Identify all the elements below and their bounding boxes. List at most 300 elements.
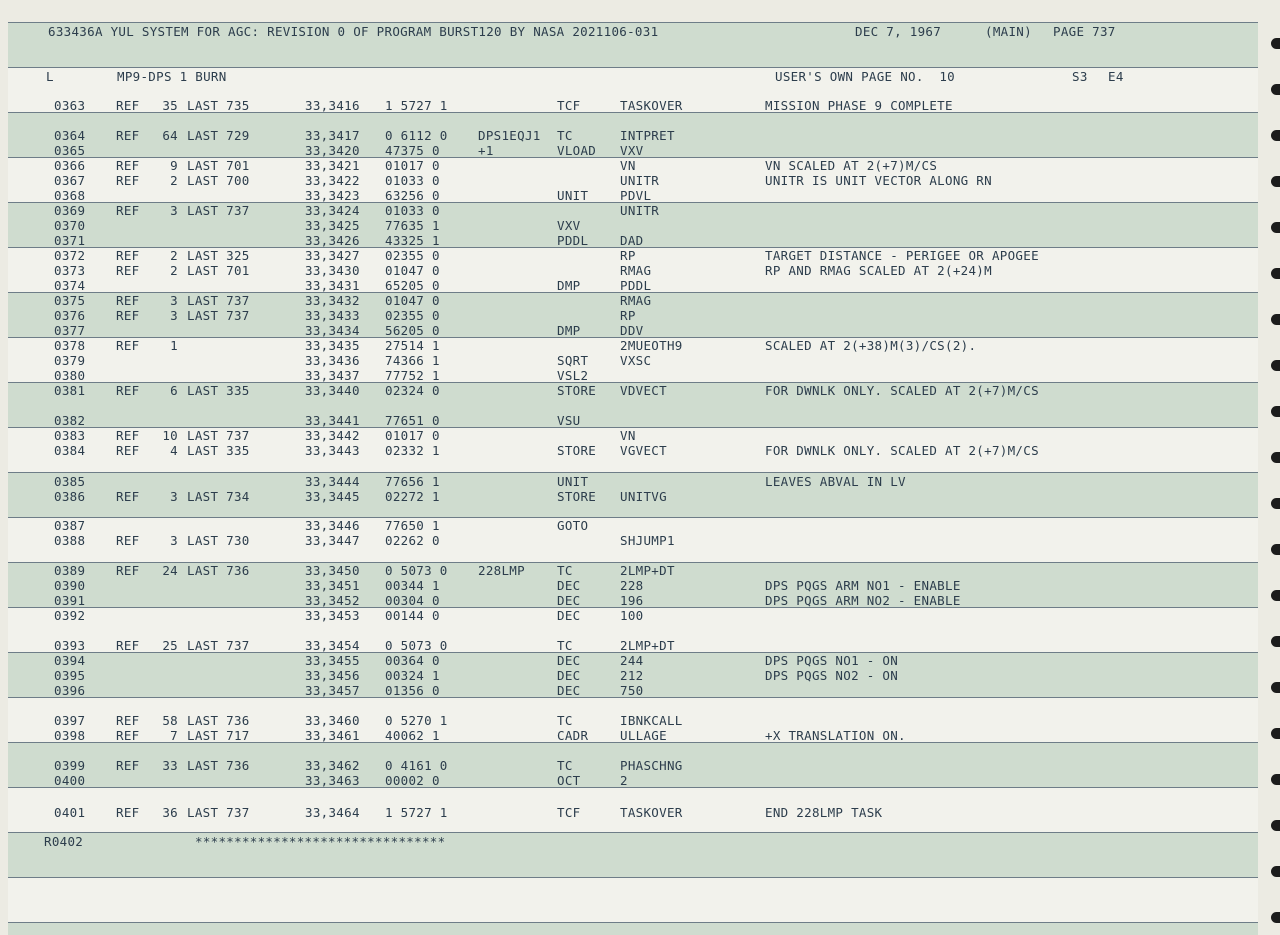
octal-word: 47375 0 xyxy=(385,143,440,158)
octal-word: 02355 0 xyxy=(385,248,440,263)
line-number: 0400 xyxy=(54,773,86,788)
comment: SCALED AT 2(+38)M(3)/CS(2). xyxy=(765,338,977,353)
operand: VXSC xyxy=(620,353,652,368)
opcode: UNIT xyxy=(557,474,589,489)
last-ref: LAST 737 xyxy=(187,638,250,653)
line-number: 0390 xyxy=(54,578,86,593)
opcode: DEC xyxy=(557,578,581,593)
address: 33,3453 xyxy=(305,608,360,623)
octal-word: 65205 0 xyxy=(385,278,440,293)
ref-keyword: REF xyxy=(116,428,140,443)
ref-count: 3 xyxy=(170,489,178,504)
address: 33,3434 xyxy=(305,323,360,338)
ref-count: 2 xyxy=(170,248,178,263)
comment: DPS PQGS NO1 - ON xyxy=(765,653,899,668)
octal-word: 77650 1 xyxy=(385,518,440,533)
ref-count: 35 xyxy=(162,98,178,113)
octal-word: 01356 0 xyxy=(385,683,440,698)
ref-keyword: REF xyxy=(116,308,140,323)
feed-hole xyxy=(1271,406,1280,417)
last-ref: LAST 335 xyxy=(187,383,250,398)
listing-date: DEC 7, 1967 xyxy=(855,24,942,39)
routine-title: MP9-DPS 1 BURN xyxy=(117,69,227,84)
opcode: DMP xyxy=(557,323,581,338)
address: 33,3427 xyxy=(305,248,360,263)
comment: VN SCALED AT 2(+7)M/CS xyxy=(765,158,938,173)
band-rule xyxy=(8,67,1258,68)
ref-keyword: REF xyxy=(116,443,140,458)
ref-count: 4 xyxy=(170,443,178,458)
ref-keyword: REF xyxy=(116,98,140,113)
page-number: PAGE 737 xyxy=(1053,24,1116,39)
octal-word: 00364 0 xyxy=(385,653,440,668)
line-number: 0372 xyxy=(54,248,86,263)
ref-count: 24 xyxy=(162,563,178,578)
octal-word: 01047 0 xyxy=(385,263,440,278)
comment: FOR DWNLK ONLY. SCALED AT 2(+7)M/CS xyxy=(765,443,1039,458)
octal-word: 02272 1 xyxy=(385,489,440,504)
octal-word: 77635 1 xyxy=(385,218,440,233)
ref-count: 64 xyxy=(162,128,178,143)
last-ref: LAST 717 xyxy=(187,728,250,743)
line-number: 0395 xyxy=(54,668,86,683)
octal-word: 0 5270 1 xyxy=(385,713,448,728)
operand: RMAG xyxy=(620,263,652,278)
opcode: TC xyxy=(557,563,573,578)
line-number: 0382 xyxy=(54,413,86,428)
comment: RP AND RMAG SCALED AT 2(+24)M xyxy=(765,263,992,278)
octal-word: 01017 0 xyxy=(385,428,440,443)
line-number: 0397 xyxy=(54,713,86,728)
feed-hole xyxy=(1271,360,1280,371)
address: 33,3451 xyxy=(305,578,360,593)
ref-count: 3 xyxy=(170,533,178,548)
line-number: 0364 xyxy=(54,128,86,143)
feed-hole xyxy=(1271,544,1280,555)
operand: UNITR xyxy=(620,203,660,218)
ref-keyword: REF xyxy=(116,728,140,743)
last-ref: LAST 729 xyxy=(187,128,250,143)
last-ref: LAST 737 xyxy=(187,428,250,443)
ref-count: 7 xyxy=(170,728,178,743)
ref-keyword: REF xyxy=(116,248,140,263)
line-number: 0388 xyxy=(54,533,86,548)
address: 33,3464 xyxy=(305,805,360,820)
line-number: 0383 xyxy=(54,428,86,443)
address: 33,3430 xyxy=(305,263,360,278)
ref-keyword: REF xyxy=(116,173,140,188)
opcode: STORE xyxy=(557,489,597,504)
line-number: 0373 xyxy=(54,263,86,278)
octal-word: 01033 0 xyxy=(385,173,440,188)
last-ref: LAST 737 xyxy=(187,203,250,218)
ref-count: 2 xyxy=(170,263,178,278)
operand: VXV xyxy=(620,143,644,158)
operand: 212 xyxy=(620,668,644,683)
operand: VN xyxy=(620,158,636,173)
operand: TASKOVER xyxy=(620,98,683,113)
line-number: 0401 xyxy=(54,805,86,820)
line-number: 0365 xyxy=(54,143,86,158)
operand: TASKOVER xyxy=(620,805,683,820)
line-number: 0385 xyxy=(54,474,86,489)
octal-word: 74366 1 xyxy=(385,353,440,368)
operand: 2LMP+DT xyxy=(620,563,675,578)
opcode: DEC xyxy=(557,593,581,608)
ref-count: 58 xyxy=(162,713,178,728)
operand: UNITR xyxy=(620,173,660,188)
octal-word: 56205 0 xyxy=(385,323,440,338)
octal-word: 0 6112 0 xyxy=(385,128,448,143)
line-number: 0370 xyxy=(54,218,86,233)
operand: 2MUEOTH9 xyxy=(620,338,683,353)
opcode: DEC xyxy=(557,668,581,683)
octal-word: 02324 0 xyxy=(385,383,440,398)
comment: DPS PQGS NO2 - ON xyxy=(765,668,899,683)
opcode: TC xyxy=(557,713,573,728)
address: 33,3444 xyxy=(305,474,360,489)
band-rule xyxy=(8,832,1258,833)
comment: LEAVES ABVAL IN LV xyxy=(765,474,906,489)
ref-keyword: REF xyxy=(116,638,140,653)
feed-hole xyxy=(1271,498,1280,509)
line-number: 0391 xyxy=(54,593,86,608)
ref-count: 3 xyxy=(170,293,178,308)
opcode: STORE xyxy=(557,383,597,398)
feed-hole xyxy=(1271,268,1280,279)
ref-keyword: REF xyxy=(116,383,140,398)
feed-hole xyxy=(1271,314,1280,325)
last-ref: LAST 734 xyxy=(187,489,250,504)
line-number: 0374 xyxy=(54,278,86,293)
paper-band xyxy=(8,922,1258,935)
address: 33,3456 xyxy=(305,668,360,683)
comment: UNITR IS UNIT VECTOR ALONG RN xyxy=(765,173,992,188)
octal-word: 77752 1 xyxy=(385,368,440,383)
last-ref: LAST 701 xyxy=(187,158,250,173)
ref-keyword: REF xyxy=(116,203,140,218)
octal-word: 00344 1 xyxy=(385,578,440,593)
operand: SHJUMP1 xyxy=(620,533,675,548)
address: 33,3431 xyxy=(305,278,360,293)
opcode: DMP xyxy=(557,278,581,293)
feed-hole xyxy=(1271,912,1280,923)
opcode: UNIT xyxy=(557,188,589,203)
last-ref: LAST 700 xyxy=(187,173,250,188)
address: 33,3454 xyxy=(305,638,360,653)
octal-word: 0 5073 0 xyxy=(385,638,448,653)
address: 33,3437 xyxy=(305,368,360,383)
opcode: DEC xyxy=(557,683,581,698)
octal-word: 02355 0 xyxy=(385,308,440,323)
address: 33,3445 xyxy=(305,489,360,504)
last-ref: LAST 736 xyxy=(187,563,250,578)
address: 33,3462 xyxy=(305,758,360,773)
ref-count: 9 xyxy=(170,158,178,173)
address: 33,3433 xyxy=(305,308,360,323)
feed-hole xyxy=(1271,176,1280,187)
feed-hole xyxy=(1271,590,1280,601)
octal-word: 0 5073 0 xyxy=(385,563,448,578)
comment: DPS PQGS ARM NO2 - ENABLE xyxy=(765,593,961,608)
address: 33,3417 xyxy=(305,128,360,143)
operand: 196 xyxy=(620,593,644,608)
s-code: S3 xyxy=(1072,69,1088,84)
band-rule xyxy=(8,922,1258,923)
ref-keyword: REF xyxy=(116,758,140,773)
line-number: 0398 xyxy=(54,728,86,743)
operand: UNITVG xyxy=(620,489,667,504)
line-number: 0367 xyxy=(54,173,86,188)
address: 33,3425 xyxy=(305,218,360,233)
operand: PDDL xyxy=(620,278,652,293)
octal-word: 40062 1 xyxy=(385,728,440,743)
ref-keyword: REF xyxy=(116,338,140,353)
opcode: TC xyxy=(557,638,573,653)
comment: FOR DWNLK ONLY. SCALED AT 2(+7)M/CS xyxy=(765,383,1039,398)
line-number: 0389 xyxy=(54,563,86,578)
line-number: 0392 xyxy=(54,608,86,623)
operand: 244 xyxy=(620,653,644,668)
last-ref: LAST 335 xyxy=(187,443,250,458)
operand: RP xyxy=(620,248,636,263)
ref-count: 6 xyxy=(170,383,178,398)
operand: DDV xyxy=(620,323,644,338)
operand: VGVECT xyxy=(620,443,667,458)
operand: VDVECT xyxy=(620,383,667,398)
ref-count: 3 xyxy=(170,308,178,323)
address: 33,3423 xyxy=(305,188,360,203)
mode-marker: L xyxy=(46,69,54,84)
octal-word: 27514 1 xyxy=(385,338,440,353)
feed-hole xyxy=(1271,866,1280,877)
operand: 228 xyxy=(620,578,644,593)
octal-word: 1 5727 1 xyxy=(385,98,448,113)
octal-word: 00144 0 xyxy=(385,608,440,623)
feed-hole xyxy=(1271,774,1280,785)
octal-word: 0 4161 0 xyxy=(385,758,448,773)
address: 33,3435 xyxy=(305,338,360,353)
address: 33,3457 xyxy=(305,683,360,698)
opcode: TC xyxy=(557,128,573,143)
line-number: 0378 xyxy=(54,338,86,353)
line-number: 0386 xyxy=(54,489,86,504)
line-number: 0369 xyxy=(54,203,86,218)
e-code: E4 xyxy=(1108,69,1124,84)
opcode: VXV xyxy=(557,218,581,233)
opcode: TCF xyxy=(557,805,581,820)
address: 33,3441 xyxy=(305,413,360,428)
ref-keyword: REF xyxy=(116,713,140,728)
comment: DPS PQGS ARM NO1 - ENABLE xyxy=(765,578,961,593)
ref-count: 2 xyxy=(170,173,178,188)
line-number: 0363 xyxy=(54,98,86,113)
opcode: TCF xyxy=(557,98,581,113)
operand: PHASCHNG xyxy=(620,758,683,773)
opcode: VSL2 xyxy=(557,368,589,383)
operand: RMAG xyxy=(620,293,652,308)
line-number: 0384 xyxy=(54,443,86,458)
opcode: VSU xyxy=(557,413,581,428)
octal-word: 43325 1 xyxy=(385,233,440,248)
address: 33,3442 xyxy=(305,428,360,443)
address: 33,3463 xyxy=(305,773,360,788)
octal-word: 00002 0 xyxy=(385,773,440,788)
symbol-label: 228LMP xyxy=(478,563,525,578)
octal-word: 02332 1 xyxy=(385,443,440,458)
line-number: 0375 xyxy=(54,293,86,308)
line-number: 0380 xyxy=(54,368,86,383)
footer-stars: ******************************** xyxy=(195,834,446,849)
last-ref: LAST 737 xyxy=(187,308,250,323)
opcode: SQRT xyxy=(557,353,589,368)
ref-keyword: REF xyxy=(116,533,140,548)
address: 33,3421 xyxy=(305,158,360,173)
feed-hole xyxy=(1271,682,1280,693)
symbol-label: DPS1EQJ1 xyxy=(478,128,541,143)
opcode: DEC xyxy=(557,608,581,623)
operand: RP xyxy=(620,308,636,323)
line-number: 0371 xyxy=(54,233,86,248)
octal-word: 1 5727 1 xyxy=(385,805,448,820)
line-number: 0381 xyxy=(54,383,86,398)
line-number: 0393 xyxy=(54,638,86,653)
ref-keyword: REF xyxy=(116,563,140,578)
line-number: 0376 xyxy=(54,308,86,323)
octal-word: 77656 1 xyxy=(385,474,440,489)
address: 33,3460 xyxy=(305,713,360,728)
last-ref: LAST 730 xyxy=(187,533,250,548)
opcode: TC xyxy=(557,758,573,773)
last-ref: LAST 737 xyxy=(187,805,250,820)
opcode: CADR xyxy=(557,728,589,743)
system-header-line: 633436A YUL SYSTEM FOR AGC: REVISION 0 OF PROGRAM BURST120 BY NASA 2021106-031 xyxy=(48,24,659,39)
feed-hole xyxy=(1271,84,1280,95)
address: 33,3436 xyxy=(305,353,360,368)
octal-word: 00324 1 xyxy=(385,668,440,683)
operand: 2LMP+DT xyxy=(620,638,675,653)
ref-count: 10 xyxy=(162,428,178,443)
opcode: VLOAD xyxy=(557,143,597,158)
operand: ULLAGE xyxy=(620,728,667,743)
address: 33,3426 xyxy=(305,233,360,248)
address: 33,3455 xyxy=(305,653,360,668)
opcode: DEC xyxy=(557,653,581,668)
opcode: STORE xyxy=(557,443,597,458)
octal-word: 01017 0 xyxy=(385,158,440,173)
paper-band xyxy=(8,877,1258,922)
feed-hole xyxy=(1271,636,1280,647)
address: 33,3432 xyxy=(305,293,360,308)
address: 33,3461 xyxy=(305,728,360,743)
comment: MISSION PHASE 9 COMPLETE xyxy=(765,98,953,113)
band-rule xyxy=(8,787,1258,788)
octal-word: 02262 0 xyxy=(385,533,440,548)
last-ref: LAST 737 xyxy=(187,293,250,308)
last-ref: LAST 736 xyxy=(187,758,250,773)
last-ref: LAST 701 xyxy=(187,263,250,278)
operand: 2 xyxy=(620,773,628,788)
last-ref: LAST 735 xyxy=(187,98,250,113)
line-number: 0387 xyxy=(54,518,86,533)
opcode: OCT xyxy=(557,773,581,788)
user-page-number: USER'S OWN PAGE NO. 10 xyxy=(775,69,955,84)
opcode: GOTO xyxy=(557,518,589,533)
comment: TARGET DISTANCE - PERIGEE OR APOGEE xyxy=(765,248,1039,263)
ref-keyword: REF xyxy=(116,489,140,504)
listing-tag: (MAIN) xyxy=(985,24,1032,39)
comment: +X TRANSLATION ON. xyxy=(765,728,906,743)
symbol-label: +1 xyxy=(478,143,494,158)
address: 33,3424 xyxy=(305,203,360,218)
feed-hole xyxy=(1271,130,1280,141)
operand: 100 xyxy=(620,608,644,623)
operand: PDVL xyxy=(620,188,652,203)
line-number: 0399 xyxy=(54,758,86,773)
band-rule xyxy=(8,877,1258,878)
ref-keyword: REF xyxy=(116,293,140,308)
operand: VN xyxy=(620,428,636,443)
operand: DAD xyxy=(620,233,644,248)
ref-count: 36 xyxy=(162,805,178,820)
ref-keyword: REF xyxy=(116,805,140,820)
address: 33,3422 xyxy=(305,173,360,188)
comment: END 228LMP TASK xyxy=(765,805,883,820)
line-number: 0379 xyxy=(54,353,86,368)
band-rule xyxy=(8,517,1258,518)
octal-word: 00304 0 xyxy=(385,593,440,608)
ref-count: 3 xyxy=(170,203,178,218)
address: 33,3420 xyxy=(305,143,360,158)
ref-keyword: REF xyxy=(116,128,140,143)
feed-hole xyxy=(1271,820,1280,831)
octal-word: 01047 0 xyxy=(385,293,440,308)
ref-keyword: REF xyxy=(116,263,140,278)
address: 33,3416 xyxy=(305,98,360,113)
address: 33,3447 xyxy=(305,533,360,548)
band-rule xyxy=(8,22,1258,23)
operand: INTPRET xyxy=(620,128,675,143)
feed-hole xyxy=(1271,452,1280,463)
feed-hole xyxy=(1271,728,1280,739)
address: 33,3443 xyxy=(305,443,360,458)
address: 33,3446 xyxy=(305,518,360,533)
feed-hole xyxy=(1271,38,1280,49)
octal-word: 63256 0 xyxy=(385,188,440,203)
last-ref: LAST 736 xyxy=(187,713,250,728)
address: 33,3450 xyxy=(305,563,360,578)
address: 33,3440 xyxy=(305,383,360,398)
ref-keyword: REF xyxy=(116,158,140,173)
footer-line-number: R0402 xyxy=(44,834,84,849)
opcode: PDDL xyxy=(557,233,589,248)
line-number: 0377 xyxy=(54,323,86,338)
operand: IBNKCALL xyxy=(620,713,683,728)
ref-count: 1 xyxy=(170,338,178,353)
line-number: 0366 xyxy=(54,158,86,173)
address: 33,3452 xyxy=(305,593,360,608)
line-number: 0368 xyxy=(54,188,86,203)
last-ref: LAST 325 xyxy=(187,248,250,263)
band-rule xyxy=(8,472,1258,473)
feed-hole xyxy=(1271,222,1280,233)
operand: 750 xyxy=(620,683,644,698)
octal-word: 01033 0 xyxy=(385,203,440,218)
ref-count: 33 xyxy=(162,758,178,773)
line-number: 0394 xyxy=(54,653,86,668)
line-number: 0396 xyxy=(54,683,86,698)
ref-count: 25 xyxy=(162,638,178,653)
